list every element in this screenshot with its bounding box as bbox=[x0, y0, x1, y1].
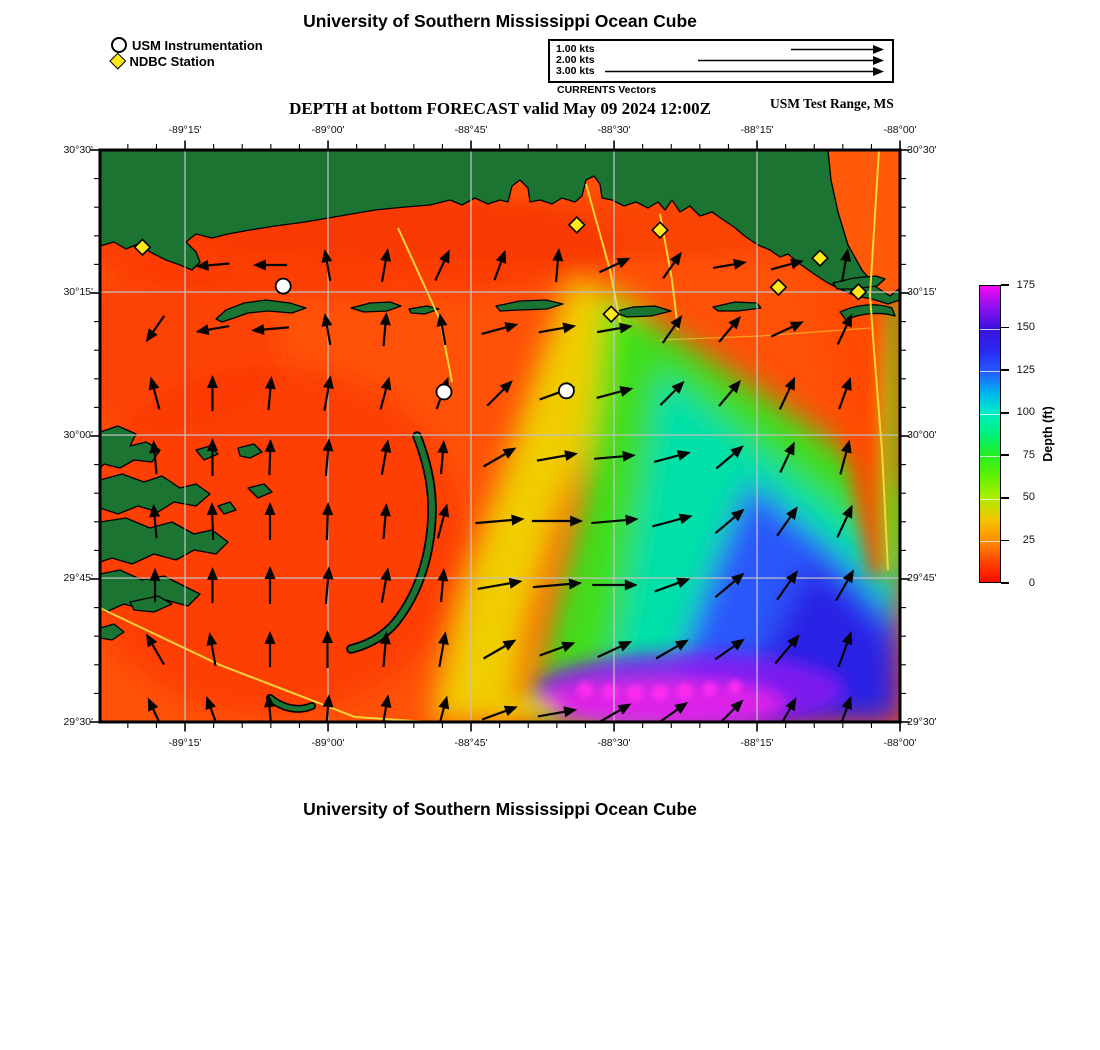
scale-arrow-1kt-head bbox=[873, 45, 884, 54]
current-arrow-tail bbox=[212, 515, 213, 540]
colorbar-tick-mark bbox=[1001, 454, 1009, 456]
current-arrow-tail bbox=[327, 515, 328, 540]
colorbar-tick-mark bbox=[1001, 369, 1009, 371]
colorbar-tick-label: 100 bbox=[1016, 406, 1035, 419]
marker-legend bbox=[111, 37, 263, 69]
lon-tick-label: -88°45' bbox=[454, 737, 488, 749]
colorbar-separator bbox=[980, 329, 1000, 330]
lon-tick-label: -88°00' bbox=[883, 737, 917, 749]
usm-instrumentation-marker bbox=[559, 383, 574, 398]
colorbar-tick-label: 25 bbox=[1022, 533, 1035, 546]
scale-arrow-3kt-head bbox=[873, 67, 884, 76]
lon-tick-label: -89°00' bbox=[311, 737, 345, 749]
colorbar-separator bbox=[980, 499, 1000, 500]
lat-tick-label: 29°30' bbox=[907, 715, 937, 728]
marker-legend-row-ndbc bbox=[111, 53, 263, 69]
colorbar-tick-label: 75 bbox=[1022, 448, 1035, 461]
colorbar-tick-mark bbox=[1001, 327, 1009, 329]
marker-legend-row-usm bbox=[111, 37, 263, 53]
lon-tick-label: -88°30' bbox=[597, 737, 631, 749]
currents-scale-box bbox=[548, 39, 894, 83]
lat-tick-label: 30°15' bbox=[63, 285, 93, 298]
lat-tick-label: 30°30' bbox=[63, 143, 93, 156]
lon-tick-label: -88°45' bbox=[454, 124, 488, 136]
lat-tick-label: 30°00' bbox=[63, 428, 93, 441]
ndbc-diamond-marker-icon bbox=[110, 53, 126, 69]
currents-scale-label-3kt: 3.00 kts bbox=[556, 65, 595, 77]
colorbar-tick-mark bbox=[1001, 284, 1009, 286]
colorbar-separator bbox=[980, 414, 1000, 415]
colorbar-tick-label: 0 bbox=[1028, 576, 1035, 589]
usm-instrumentation-marker bbox=[437, 384, 452, 399]
lon-tick-label: -88°15' bbox=[740, 737, 774, 749]
lon-tick-label: -89°00' bbox=[311, 124, 345, 136]
lat-tick-label: 30°00' bbox=[907, 428, 937, 441]
forecast-subtitle: DEPTH at bottom FORECAST valid May 09 2024 12:00Z bbox=[289, 99, 711, 118]
scale-arrow-2kt-head bbox=[873, 56, 884, 65]
lat-tick-label: 30°15' bbox=[907, 285, 937, 298]
map-area bbox=[100, 150, 900, 722]
currents-scale-arrows bbox=[550, 41, 888, 79]
lon-tick-label: -89°15' bbox=[168, 737, 202, 749]
lon-tick-label: -89°15' bbox=[168, 124, 202, 136]
marker-legend-label: NDBC Station bbox=[129, 53, 215, 69]
lon-tick-label: -88°00' bbox=[883, 124, 917, 136]
colorbar-separator bbox=[980, 541, 1000, 542]
usm-circle-marker-icon bbox=[111, 37, 127, 53]
lat-tick-label: 30°30' bbox=[907, 143, 937, 156]
lat-tick-label: 29°45' bbox=[63, 571, 93, 584]
colorbar-tick-label: 125 bbox=[1016, 363, 1035, 376]
lon-tick-label: -88°30' bbox=[597, 124, 631, 136]
lat-tick-label: 29°45' bbox=[907, 571, 937, 584]
colorbar-tick-mark bbox=[1001, 497, 1009, 499]
colorbar-separator bbox=[980, 371, 1000, 372]
colorbar-tick-label: 175 bbox=[1016, 278, 1035, 291]
currents-scale-label-2kt: 2.00 kts bbox=[556, 54, 595, 66]
colorbar-tick-mark bbox=[1001, 412, 1009, 414]
colorbar-tick-label: 150 bbox=[1016, 321, 1035, 334]
colorbar-separator bbox=[980, 456, 1000, 457]
colorbar-tick-mark bbox=[1001, 540, 1009, 542]
map-layers bbox=[40, 150, 910, 732]
depth-colorbar bbox=[979, 285, 1001, 583]
currents-vectors-caption: CURRENTS Vectors bbox=[557, 84, 657, 96]
depth-map bbox=[70, 125, 930, 747]
current-arrow-tail bbox=[269, 452, 270, 475]
colorbar-axis-label: Depth (ft) bbox=[1041, 406, 1055, 462]
colorbar-tick-label: 50 bbox=[1022, 491, 1035, 504]
page-title: University of Southern Mississippi Ocean Cube bbox=[303, 11, 697, 31]
marker-legend-label: USM Instrumentation bbox=[132, 37, 263, 53]
lat-tick-label: 29°30' bbox=[63, 715, 93, 728]
usm-instrumentation-marker bbox=[276, 279, 291, 294]
region-label: USM Test Range, MS bbox=[770, 96, 894, 111]
footer-title: University of Southern Mississippi Ocean Cube bbox=[303, 799, 697, 819]
lon-tick-label: -88°15' bbox=[740, 124, 774, 136]
currents-scale-label-1kt: 1.00 kts bbox=[556, 43, 595, 55]
colorbar-tick-mark bbox=[1001, 582, 1009, 584]
